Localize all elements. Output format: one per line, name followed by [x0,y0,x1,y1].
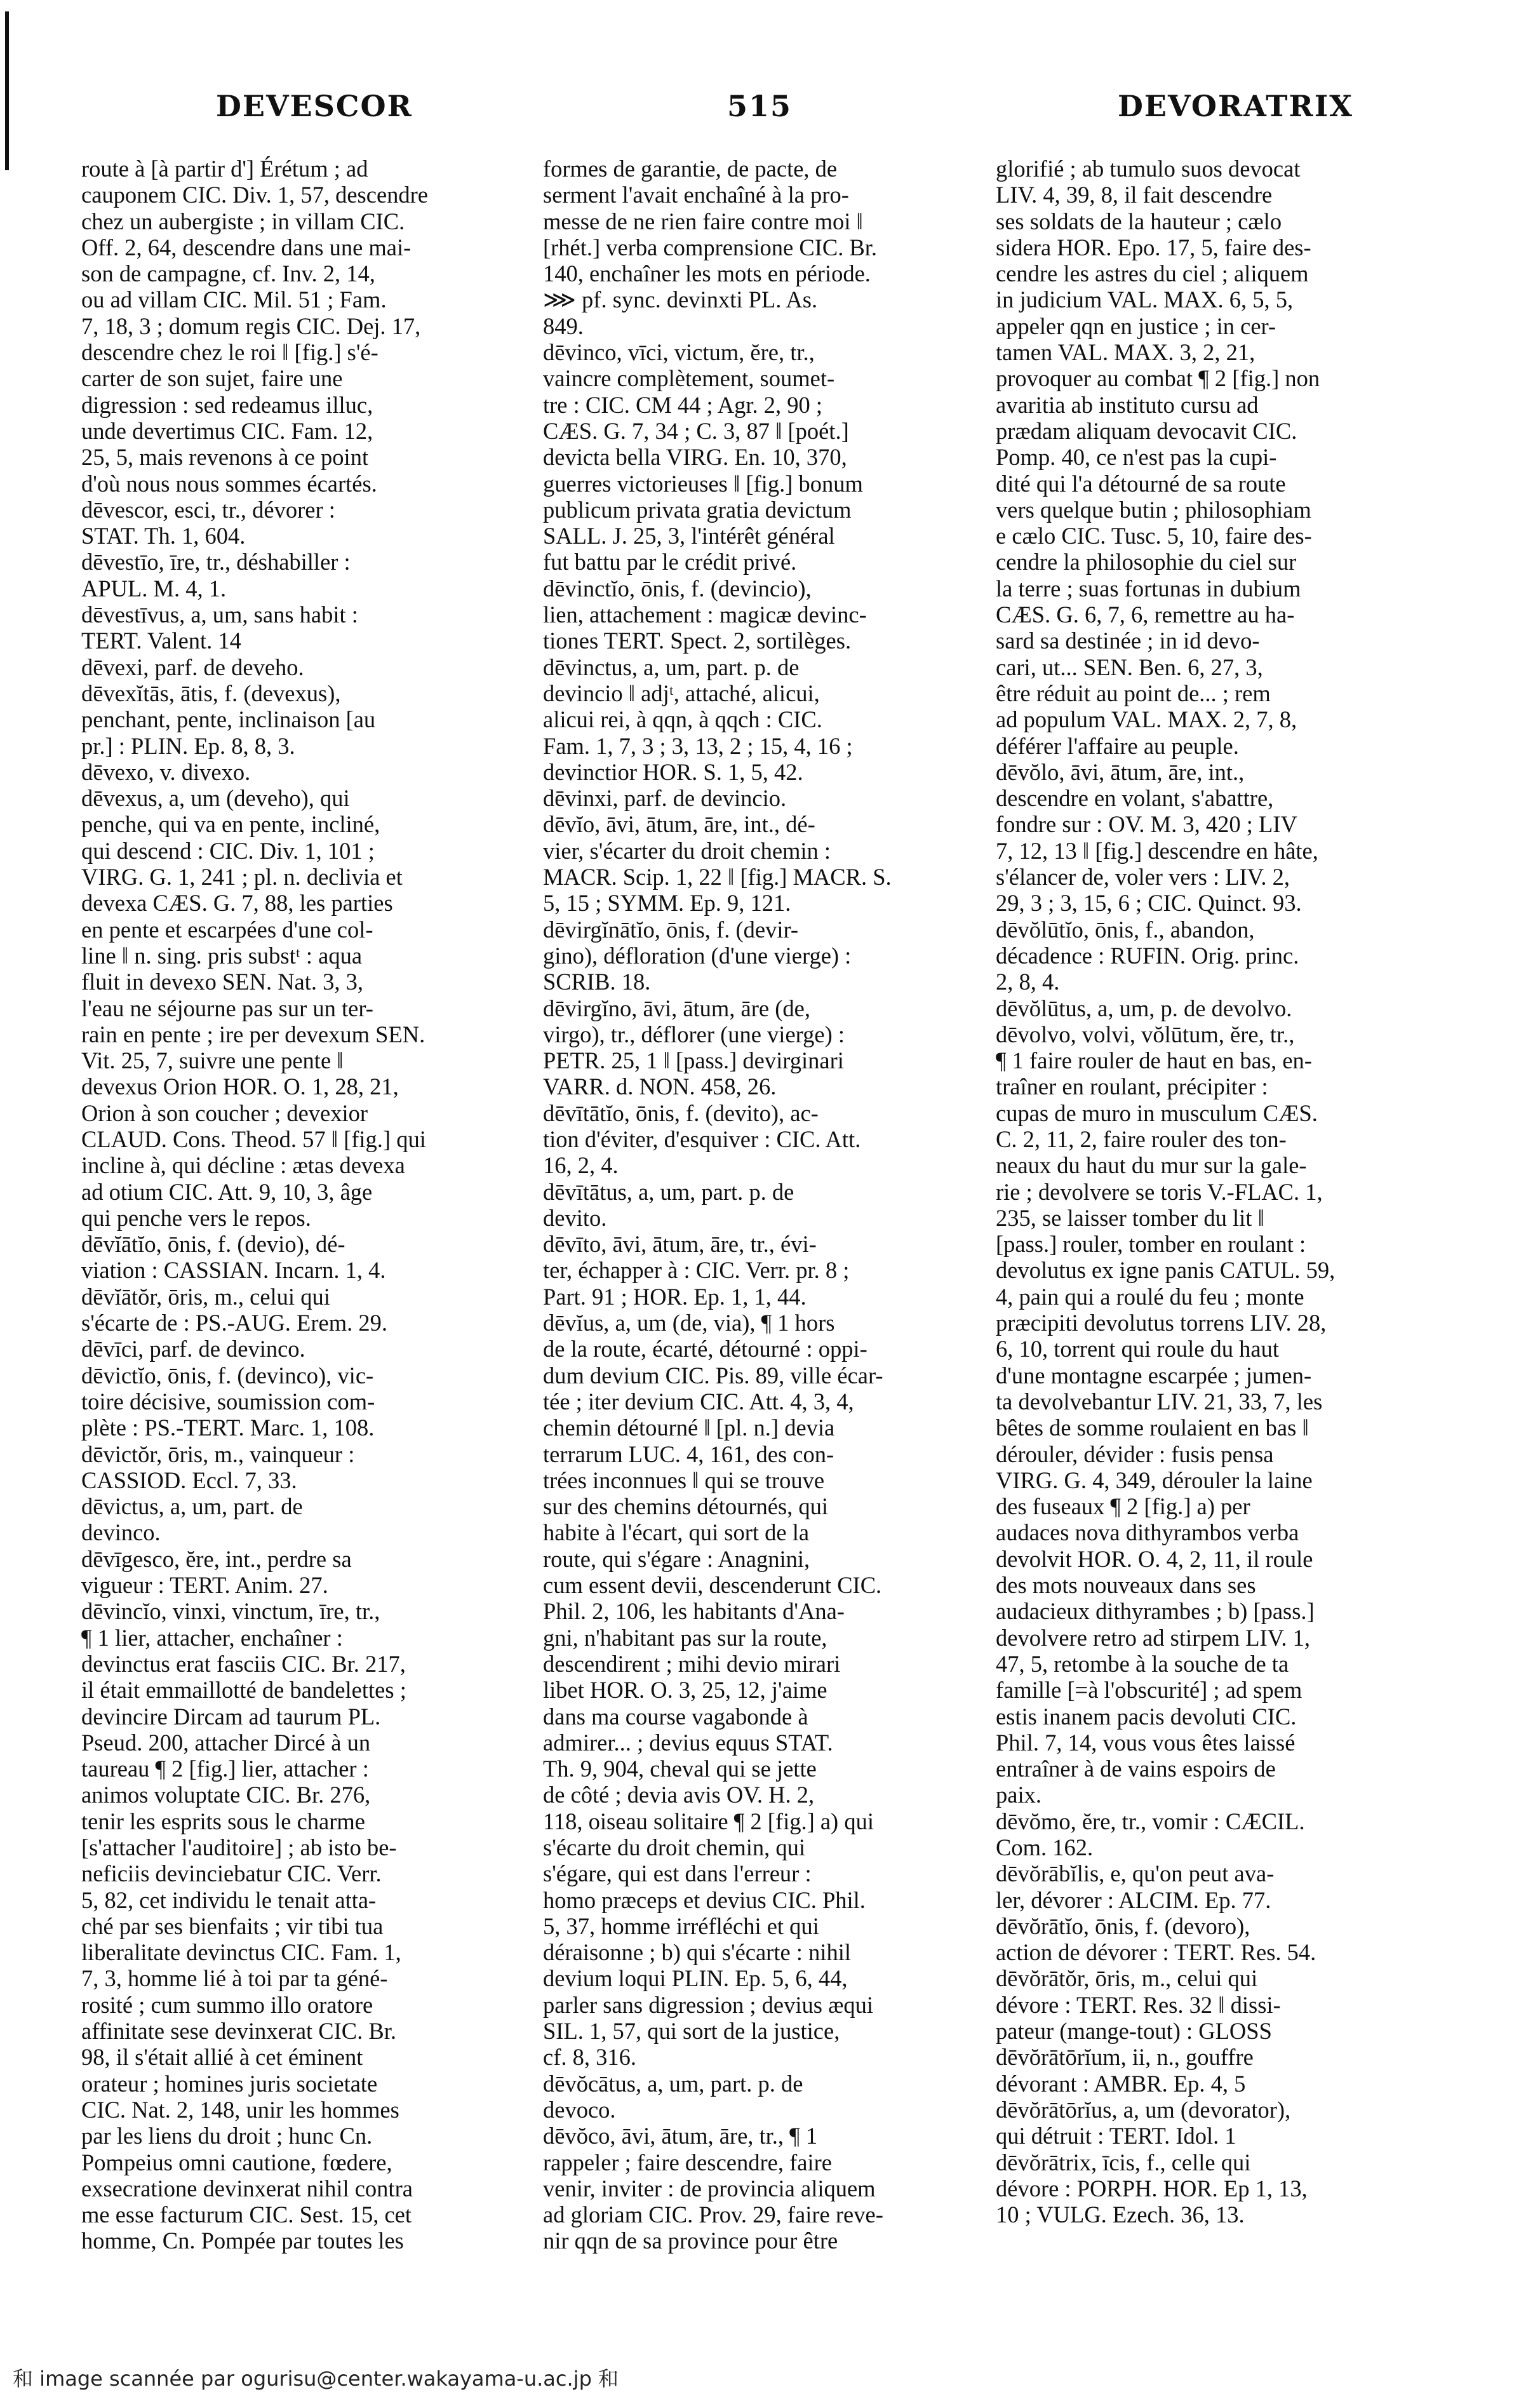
text-line: VARR. d. NON. 458, 26. [543,1073,777,1100]
text-line: dēvexi, parf. de deveho. [81,654,304,680]
text-line: Pseud. 200, attacher Dircé à un [81,1729,371,1756]
text-line: sidera HOR. Epo. 17, 5, faire des- [996,234,1311,260]
text-line: d'où nous nous sommes écartés. [81,470,377,497]
text-line: pateur (mange-tout) : GLOSS [996,2018,1272,2045]
text-line: 140, enchaîner les mots en période. [543,260,871,287]
text-line: dēvīgesco, ĕre, int., perdre sa [81,1545,352,1572]
text-line: SALL. J. 25, 3, l'intérêt général [543,523,835,549]
text-line: audacieux dithyrambes ; b) [pass.] [996,1598,1315,1625]
text-line: descendirent ; mihi devio mirari [543,1650,841,1677]
text-line: 7, 12, 13 ‖ [fig.] descendre en hâte, [996,837,1318,864]
text-line: dēvirgĭno, āvi, ātum, āre (de, [543,995,810,1021]
text-line: gino), défloration (d'une vierge) : [543,942,852,969]
text-line: tiones TERT. Spect. 2, sortilèges. [543,628,852,654]
text-line: estis inanem pacis devoluti CIC. [996,1703,1297,1730]
text-line: par les liens du droit ; hunc Cn. [81,2123,373,2149]
text-line: dérouler, dévider : fusis pensa [996,1441,1274,1467]
text-line: 5, 37, homme irréfléchi et qui [543,1912,819,1939]
text-line: pr.] : PLIN. Ep. 8, 8, 3. [81,732,295,759]
text-line: 4, pain qui a roulé du feu ; monte [996,1283,1304,1310]
text-line: Com. 162. [996,1834,1094,1860]
text-line: ta devolvebantur LIV. 21, 33, 7, les [996,1388,1323,1415]
scan-edge [5,11,9,170]
text-line: des fuseaux ¶ 2 [fig.] a) per [996,1493,1250,1520]
text-line: devoco. [543,2096,616,2123]
text-line: tée ; iter devium CIC. Att. 4, 3, 4, [543,1388,854,1415]
text-line: cum essent devii, descenderunt CIC. [543,1572,882,1599]
text-line: dēvictĭo, ōnis, f. (devinco), vic- [81,1362,374,1388]
text-line: dité qui l'a détourné de sa route [996,470,1286,497]
text-line: ses soldats de la hauteur ; cælo [996,208,1282,234]
text-line: formes de garantie, de pacte, de [543,156,838,182]
text-line: libet HOR. O. 3, 25, 12, j'aime [543,1677,827,1704]
text-line: vaincre complètement, soumet- [543,365,835,392]
text-line: dēvescor, esci, tr., dévorer : [81,496,335,523]
running-head-left: DEVESCOR [216,89,413,123]
text-line: Phil. 7, 14, vous vous êtes laissé [996,1729,1296,1756]
text-line: Pomp. 40, ce n'est pas la cupi- [996,444,1277,471]
text-line: taureau ¶ 2 [fig.] lier, attacher : [81,1756,369,1782]
text-line: rain en pente ; ire per devexum SEN. [81,1021,425,1047]
text-line: d'une montagne escarpée ; jumen- [996,1362,1312,1388]
text-line: MACR. Scip. 1, 22 ‖ [fig.] MACR. S. [543,864,892,890]
text-line: devexus Orion HOR. O. 1, 28, 21, [81,1073,399,1100]
text-line: dēvŏlūtus, a, um, p. de devolvo. [996,995,1292,1021]
text-line: Phil. 2, 106, les habitants d'Ana- [543,1598,845,1625]
text-line: de côté ; devia avis OV. H. 2, [543,1782,815,1808]
text-line: SCRIB. 18. [543,969,651,995]
text-line: sard sa destinée ; in id devo- [996,628,1260,654]
text-line: homo præceps et devius CIC. Phil. [543,1886,866,1913]
text-line: unde devertimus CIC. Fam. 12, [81,417,373,444]
text-line: 29, 3 ; 3, 15, 6 ; CIC. Quinct. 93. [996,890,1302,917]
text-line: 849. [543,313,584,339]
text-line: dévore : PORPH. HOR. Ep 1, 13, [996,2175,1308,2201]
text-line: venir, inviter : de provincia aliquem [543,2175,876,2201]
text-line: bêtes de somme roulaient en bas ‖ [996,1415,1309,1441]
text-line: il était emmaillotté de bandelettes ; [81,1677,406,1704]
text-line: 10 ; VULG. Ezech. 36, 13. [996,2201,1245,2228]
text-line: C. 2, 11, 2, faire rouler des ton- [996,1126,1287,1152]
text-line: décadence : RUFIN. Orig. princ. [996,942,1299,969]
text-line: dēvŏrātrix, īcis, f., celle qui [996,2149,1251,2175]
text-line: serment l'avait enchaîné à la pro- [543,182,849,208]
text-line: 7, 18, 3 ; domum regis CIC. Dej. 17, [81,313,421,339]
text-line: incline à, qui décline : ætas devexa [81,1152,405,1179]
text-line: tre : CIC. CM 44 ; Agr. 2, 90 ; [543,391,823,418]
text-line: in judicium VAL. MAX. 6, 5, 5, [996,286,1294,313]
text-line: ché par ses bienfaits ; vir tibi tua [81,1912,384,1939]
text-line: descendre en volant, s'abattre, [996,785,1274,812]
text-line: cari, ut... SEN. Ben. 6, 27, 3, [996,654,1263,680]
text-line: tion d'éviter, d'esquiver : CIC. Att. [543,1126,861,1152]
text-line: messe de ne rien faire contre moi ‖ [543,208,863,234]
text-line: plète : PS.-TERT. Marc. 1, 108. [81,1415,375,1441]
text-line: chez un aubergiste ; in villam CIC. [81,208,405,234]
text-line: animos voluptate CIC. Br. 276, [81,1782,371,1808]
text-line: e cælo CIC. Tusc. 5, 10, faire des- [996,523,1312,549]
text-line: gni, n'habitant pas sur la route, [543,1624,827,1651]
text-line: 235, se laisser tomber du lit ‖ [996,1204,1264,1231]
text-line: dēvolvo, volvi, vŏlūtum, ĕre, tr., [996,1021,1295,1047]
text-line: dēvestīo, īre, tr., déshabiller : [81,549,351,575]
text-line: rie ; devolvere se toris V.-FLAC. 1, [996,1178,1323,1205]
text-line: dēvexo, v. divexo. [81,758,251,785]
text-line: la terre ; suas fortunas in dubium [996,575,1301,602]
text-line: Off. 2, 64, descendre dans une mai- [81,234,412,260]
text-line: dēvexus, a, um (deveho), qui [81,785,350,812]
text-line: devexa CÆS. G. 7, 88, les parties [81,890,393,917]
text-line: ⋙ pf. sync. devinxti PL. As. [543,286,818,313]
text-line: toire décisive, soumission com- [81,1388,375,1415]
text-line: PETR. 25, 1 ‖ [pass.] devirginari [543,1047,844,1074]
text-line: s'élancer de, voler vers : LIV. 2, [996,864,1290,890]
text-line: 5, 15 ; SYMM. Ep. 9, 121. [543,890,791,917]
text-line: neaux du haut du mur sur la gale- [996,1152,1307,1179]
text-line: line ‖ n. sing. pris substᵗ : aqua [81,942,363,969]
text-line: 6, 10, torrent qui roule du haut [996,1336,1280,1362]
text-line: [rhét.] verba comprensione CIC. Br. [543,234,878,260]
text-line: viation : CASSIAN. Incarn. 1, 4. [81,1257,386,1284]
text-line: APUL. M. 4, 1. [81,575,227,602]
text-line: fluit in devexo SEN. Nat. 3, 3, [81,969,364,995]
text-line: ou ad villam CIC. Mil. 51 ; Fam. [81,286,387,313]
running-head-right: DEVORATRIX [1118,89,1353,123]
text-line: de la route, écarté, détourné : oppi- [543,1336,867,1362]
text-line: CIC. Nat. 2, 148, unir les hommes [81,2096,399,2123]
text-line: penchant, pente, inclinaison [au [81,706,376,733]
text-line: cendre la philosophie du ciel sur [996,549,1297,575]
text-line: ler, dévorer : ALCIM. Ep. 77. [996,1886,1271,1913]
text-line: homme, Cn. Pompée par toutes les [81,2228,404,2254]
text-line: Part. 91 ; HOR. Ep. 1, 1, 44. [543,1283,807,1310]
text-line: famille [=à l'obscurité] ; ad spem [996,1677,1302,1704]
text-line: me esse facturum CIC. Sest. 15, cet [81,2201,412,2228]
text-line: qui descend : CIC. Div. 1, 101 ; [81,837,375,864]
text-line: chemin détourné ‖ [pl. n.] devia [543,1415,835,1441]
text-line: dēvestīvus, a, um, sans habit : [81,602,358,628]
text-line: avaritia ab instituto cursu ad [996,391,1259,418]
text-line: habite à l'écart, qui sort de la [543,1519,810,1546]
text-line: vier, s'écarter du droit chemin : [543,837,831,864]
text-line: devincire Dircam ad taurum PL. [81,1703,381,1730]
text-line: descendre chez le roi ‖ [fig.] s'é- [81,339,378,366]
text-line: l'eau ne séjourne pas sur un ter- [81,995,373,1021]
text-line: dēvŏlūtĭo, ōnis, f., abandon, [996,916,1255,943]
text-line: dum devium CIC. Pis. 89, ville écar- [543,1362,883,1388]
text-line: dēvinco, vīci, victum, ĕre, tr., [543,339,815,366]
text-line: s'écarte de : PS.-AUG. Erem. 29. [81,1310,387,1336]
text-line: ad otium CIC. Att. 9, 10, 3, âge [81,1178,373,1205]
text-line: dans ma course vagabonde à [543,1703,808,1730]
text-line: parler sans digression ; devius æqui [543,1991,874,2018]
text-line: affinitate sese devinxerat CIC. Br. [81,2018,396,2045]
column-middle [543,156,981,2254]
text-line: Orion à son coucher ; devexior [81,1099,368,1126]
text-line: dēvītātĭo, ōnis, f. (devito), ac- [543,1099,819,1126]
text-line: ad populum VAL. MAX. 2, 7, 8, [996,706,1297,733]
text-line: dēvictŏr, ōris, m., vainqueur : [81,1441,355,1467]
text-line: traîner en roulant, précipiter : [996,1073,1268,1100]
text-line: des mots nouveaux dans ses [996,1572,1256,1599]
text-line: SIL. 1, 57, qui sort de la justice, [543,2018,840,2045]
text-line: dēvŏrābĭlis, e, qu'on peut ava- [996,1860,1275,1887]
text-line: audaces nova dithyrambos verba [996,1519,1299,1546]
text-line: terrarum LUC. 4, 161, des con- [543,1441,834,1467]
text-line: dēvŏmo, ĕre, tr., vomir : CÆCIL. [996,1808,1305,1834]
text-line: s'égare, qui est dans l'erreur : [543,1860,812,1887]
text-line: provoquer au combat ¶ 2 [fig.] non [996,365,1320,392]
text-line: [pass.] rouler, tomber en roulant : [996,1231,1306,1258]
text-line: dēvŏrātŏr, ōris, m., celui qui [996,1965,1258,1992]
text-line: devolutus ex igne panis CATUL. 59, [996,1257,1336,1284]
text-line: rosité ; cum summo illo oratore [81,1991,373,2018]
text-line: tamen VAL. MAX. 3, 2, 21, [996,339,1255,366]
text-line: Vit. 25, 7, suivre une pente ‖ [81,1047,344,1074]
text-line: publicum privata gratia devictum [543,496,852,523]
text-line: 2, 8, 4. [996,969,1060,995]
text-line: carter de son sujet, faire une [81,365,343,392]
text-line: CASSIOD. Eccl. 7, 33. [81,1467,297,1493]
text-line: TERT. Valent. 14 [81,628,241,654]
text-line: être réduit au point de... ; rem [996,680,1271,706]
text-line: son de campagne, cf. Inv. 2, 14, [81,260,375,287]
text-line: cauponem CIC. Div. 1, 57, descendre [81,182,429,208]
text-line: devinctior HOR. S. 1, 5, 42. [543,758,803,785]
text-line: déférer l'affaire au peuple. [996,732,1239,759]
text-line: dēvĭātŏr, ōris, m., celui qui [81,1283,330,1310]
text-line: dévore : TERT. Res. 32 ‖ dissi- [996,1991,1281,2018]
text-line: virgo), tr., déflorer (une vierge) : [543,1021,845,1047]
text-line: prædam aliquam devocavit CIC. [996,417,1297,444]
text-line: 98, il s'était allié à cet éminent [81,2044,363,2071]
text-line: STAT. Th. 1, 604. [81,523,246,549]
text-line: rappeler ; faire descendre, faire [543,2149,832,2175]
text-line: appeler qqn en justice ; in cer- [996,313,1276,339]
text-line: tenir les esprits sous le charme [81,1808,366,1834]
column-right [996,156,1434,2228]
text-line: dēvexĭtās, ātis, f. (devexus), [81,680,341,706]
text-line: dēvīto, āvi, ātum, āre, tr., évi- [543,1231,817,1258]
text-line: 16, 2, 4. [543,1152,619,1179]
text-line: dēvĭus, a, um (de, via), ¶ 1 hors [543,1310,835,1336]
scan-credit-footer: 和 image scannée par ogurisu@center.wakayama-u.ac.jp 和 [13,2367,619,2391]
text-line: ad gloriam CIC. Prov. 29, faire reve- [543,2201,883,2228]
text-line: VIRG. G. 1, 241 ; pl. n. declivia et [81,864,403,890]
text-line: Pompeius omni cautione, fœdere, [81,2149,392,2175]
text-line: dēvŏcātus, a, um, part. p. de [543,2070,803,2097]
text-line: route, qui s'égare : Anagnini, [543,1545,810,1572]
text-line: trées inconnues ‖ qui se trouve [543,1467,825,1493]
text-line: dēvĭo, āvi, ātum, āre, int., dé- [543,811,815,838]
text-line: Th. 9, 904, cheval qui se jette [543,1756,817,1782]
text-line: déraisonne ; b) qui s'écarte : nihil [543,1939,851,1966]
text-line: dēvīci, parf. de devinco. [81,1336,305,1362]
text-line: alicui rei, à qqn, à qqch : CIC. [543,706,822,733]
text-line: 7, 3, homme lié à toi par ta géné- [81,1965,388,1992]
text-line: action de dévorer : TERT. Res. 54. [996,1939,1316,1966]
text-line: dēvŏrātōrĭus, a, um (devorator), [996,2096,1291,2123]
text-line: route à [à partir d'] Érétum ; ad [81,156,368,182]
text-line: vigueur : TERT. Anim. 27. [81,1572,328,1599]
text-line: ter, échapper à : CIC. Verr. pr. 8 ; [543,1257,850,1284]
text-line: VIRG. G. 4, 349, dérouler la laine [996,1467,1313,1493]
text-line: dēvinctus, a, um, part. p. de [543,654,800,680]
text-line: qui détruit : TERT. Idol. 1 [996,2123,1236,2149]
text-line: sur des chemins détournés, qui [543,1493,829,1520]
text-line: penche, qui va en pente, incliné, [81,811,380,838]
text-line: dēvinctĭo, ōnis, f. (devincio), [543,575,812,602]
text-line: cupas de muro in musculum CÆS. [996,1099,1318,1126]
text-line: Fam. 1, 7, 3 ; 3, 13, 2 ; 15, 4, 16 ; [543,732,853,759]
text-line: ¶ 1 lier, attacher, enchaîner : [81,1624,343,1651]
text-line: LIV. 4, 39, 8, il fait descendre [996,182,1273,208]
text-line: [s'attacher l'auditoire] ; ab isto be- [81,1834,397,1860]
text-line: CÆS. G. 6, 7, 6, remettre au ha- [996,602,1295,628]
text-line: cf. 8, 316. [543,2044,636,2071]
text-line: devium loqui PLIN. Ep. 5, 6, 44, [543,1965,848,1992]
text-line: fondre sur : OV. M. 3, 420 ; LIV [996,811,1297,838]
text-line: dēvĭātĭo, ōnis, f. (devio), dé- [81,1231,345,1258]
text-line: dēvŏrātōrĭum, ii, n., gouffre [996,2044,1254,2071]
text-line: devincio ‖ adjᵗ, attaché, alicui, [543,680,820,706]
text-line: guerres victorieuses ‖ [fig.] bonum [543,470,863,497]
text-line: fut battu par le crédit privé. [543,549,797,575]
text-line: ¶ 1 faire rouler de haut en bas, en- [996,1047,1312,1074]
text-line: 25, 5, mais revenons à ce point [81,444,369,471]
text-line: devolvere retro ad stirpem LIV. 1, [996,1624,1310,1651]
page-number: 515 [727,89,793,123]
text-line: dēvŏco, āvi, ātum, āre, tr., ¶ 1 [543,2123,818,2149]
text-line: 47, 5, retombe à la souche de ta [996,1650,1289,1677]
text-line: exsecratione devinxerat nihil contra [81,2175,413,2201]
text-line: paix. [996,1782,1041,1808]
text-line: dēvītātus, a, um, part. p. de [543,1178,794,1205]
text-line: dēvictus, a, um, part. de [81,1493,303,1520]
text-line: cendre les astres du ciel ; aliquem [996,260,1309,287]
text-line: lien, attachement : magicæ devinc- [543,602,867,628]
text-line: dēvinxi, parf. de devincio. [543,785,787,812]
text-line: CÆS. G. 7, 34 ; C. 3, 87 ‖ [poét.] [543,417,849,444]
text-line: liberalitate devinctus CIC. Fam. 1, [81,1939,401,1966]
text-line: dēvŏlo, āvi, ātum, āre, int., [996,758,1245,785]
text-line: qui penche vers le repos. [81,1204,311,1231]
text-line: dévorant : AMBR. Ep. 4, 5 [996,2070,1246,2097]
text-line: entraîner à de vains espoirs de [996,1756,1276,1782]
text-line: orateur ; homines juris societate [81,2070,378,2097]
text-line: 5, 82, cet individu le tenait atta- [81,1886,377,1913]
text-line: admirer... ; devius equus STAT. [543,1729,833,1756]
text-line: 118, oiseau solitaire ¶ 2 [fig.] a) qui [543,1808,874,1834]
text-line: digression : sed redeamus illuc, [81,391,373,418]
text-line: dēvincĭo, vinxi, vinctum, īre, tr., [81,1598,380,1625]
text-line: en pente et escarpées d'une col- [81,916,373,943]
text-line: nir qqn de sa province pour être [543,2228,838,2254]
text-line: devinctus erat fasciis CIC. Br. 217, [81,1650,406,1677]
text-line: vers quelque butin ; philosophiam [996,496,1311,523]
column-left [81,156,526,2254]
text-line: CLAUD. Cons. Theod. 57 ‖ [fig.] qui [81,1126,426,1152]
text-line: dēvŏrātĭo, ōnis, f. (devoro), [996,1912,1250,1939]
text-line: præcipiti devolutus torrens LIV. 28, [996,1310,1327,1336]
text-line: devicta bella VIRG. En. 10, 370, [543,444,847,471]
text-line: devolvit HOR. O. 4, 2, 11, il roule [996,1545,1313,1572]
text-line: devinco. [81,1519,161,1546]
text-line: dēvirgĭnātĭo, ōnis, f. (devir- [543,916,799,943]
text-line: s'écarte du droit chemin, qui [543,1834,806,1860]
text-line: devito. [543,1204,607,1231]
text-line: neficiis devinciebatur CIC. Verr. [81,1860,382,1887]
text-line: glorifié ; ab tumulo suos devocat [996,156,1301,182]
